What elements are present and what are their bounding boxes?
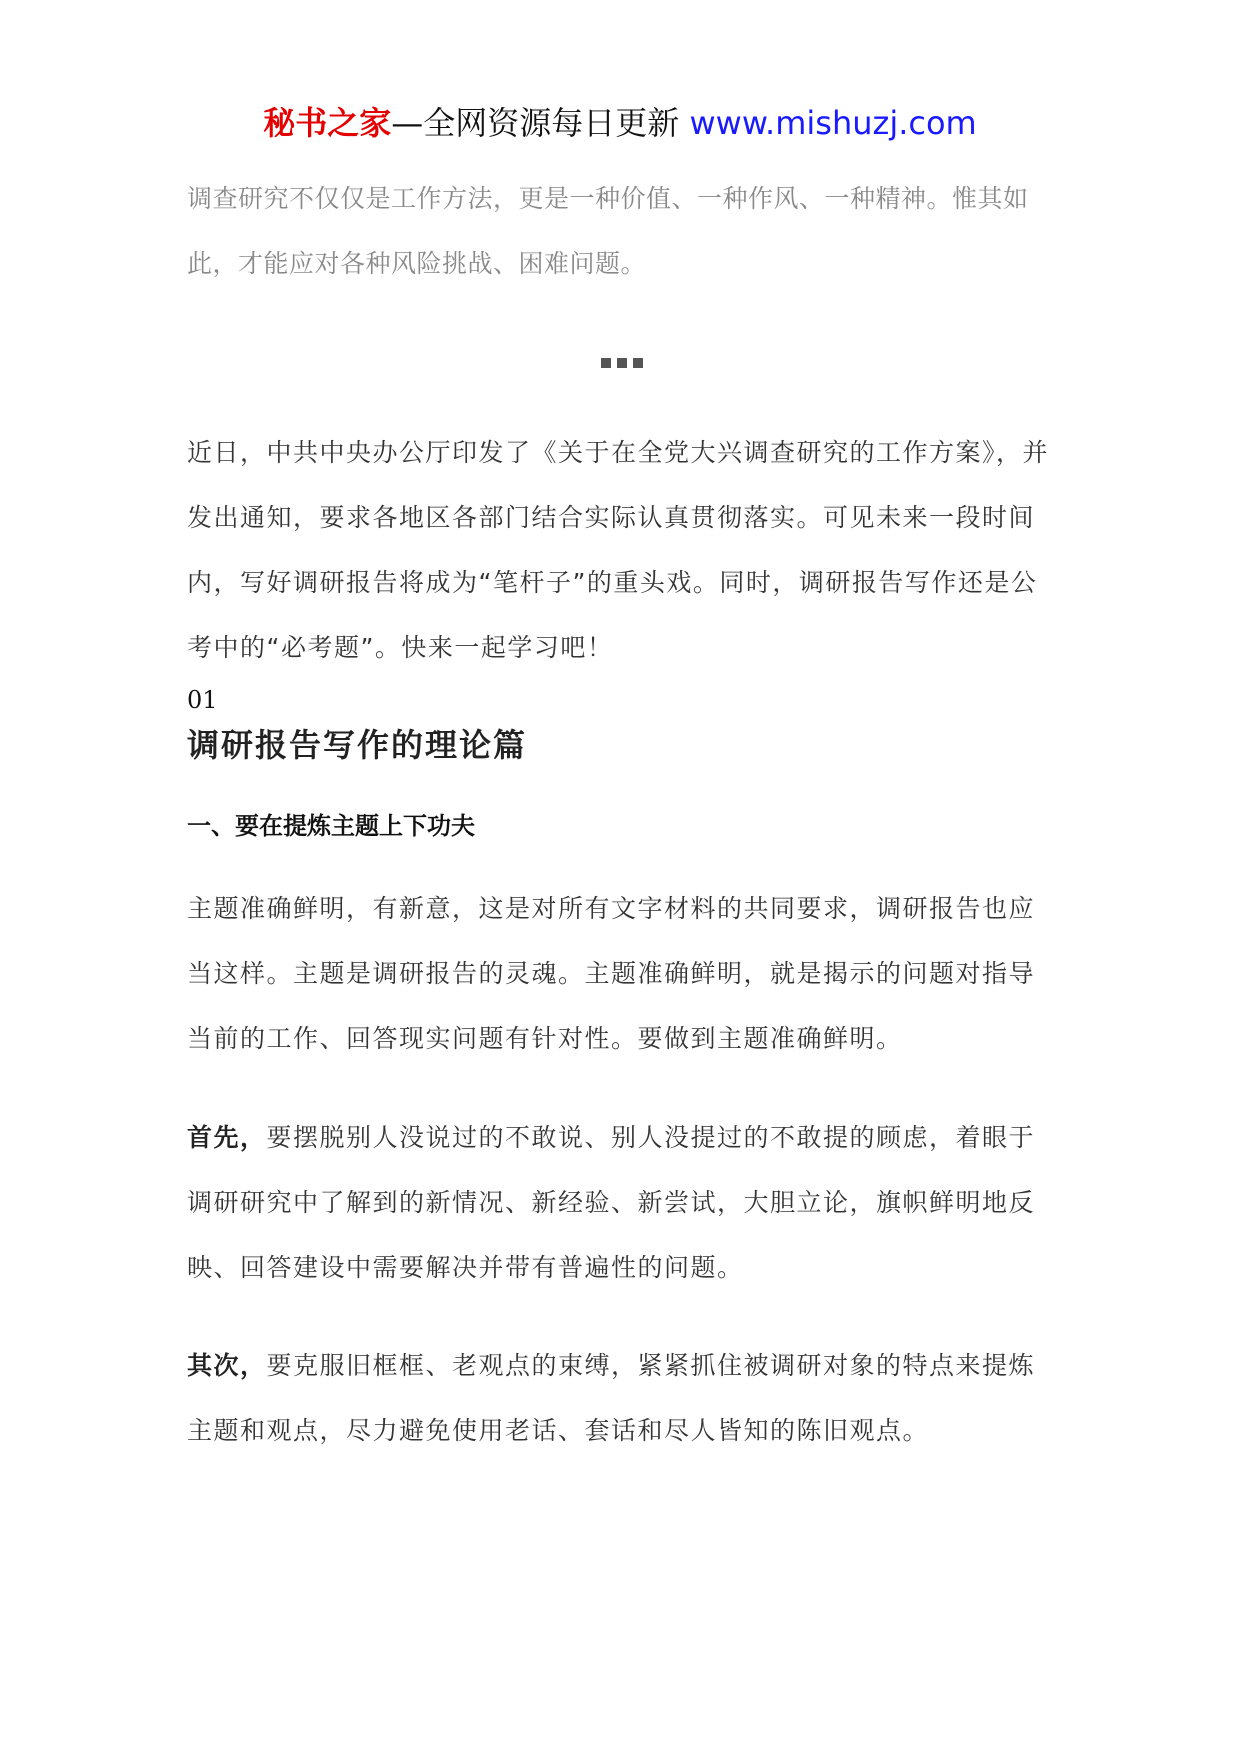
second-text: 要克服旧框框、老观点的束缚，紧紧抓住被调研对象的特点来提炼主题和观点，尽力避免使用老话、套话和尽人皆知的陈旧观点。: [187, 1351, 1036, 1445]
first-lead: 首先，: [187, 1123, 267, 1152]
news-paragraph: 近日，中共中央办公厅印发了《关于在全党大兴调查研究的工作方案》，并发出通知，要求各地区各部门结合实际认真贯彻落实。可见未来一段时间内，写好调研报告将成为“笔杆子”的重头戏。同时，调研报告写作还是公考中的“必考题”。快来一起学习吧！: [187, 438, 1050, 662]
theme-paragraph: 主题准确鲜明，有新意，这是对所有文字材料的共同要求，调研报告也应当这样。主题是调研报告的灵魂。主题准确鲜明，就是揭示的问题对指导当前的工作、回答现实问题有针对性。要做到主题准确鲜明。: [187, 894, 1036, 1053]
section-title: 调研报告写作的理论篇: [187, 726, 528, 764]
first-paragraph: [187, 1105, 1057, 1300]
second-lead: 其次，: [187, 1351, 267, 1380]
section-number: 01: [187, 686, 218, 714]
page-header: [0, 100, 1240, 146]
site-url-link[interactable]: www.mishuzj.com: [689, 104, 977, 142]
three-squares-divider-icon: [187, 358, 1057, 372]
first-text: 要摆脱别人没说过的不敢说、别人没提过的不敢提的顾虑，着眼于调研研究中了解到的新情况、新经验、新尝试，大胆立论，旗帜鲜明地反映、回答建设中需要解决并带有普遍性的问题。: [187, 1123, 1036, 1282]
intro-paragraph: 调查研究不仅仅是工作方法，更是一种价值、一种作风、一种精神。惟其如此，才能应对各种风险挑战、困难问题。: [187, 184, 1029, 278]
header-tagline: —全网资源每日更新: [391, 104, 690, 142]
brand-name: 秘书之家: [263, 104, 392, 142]
sub-heading: 一、要在提炼主题上下功夫: [187, 812, 475, 840]
second-paragraph: [187, 1333, 1057, 1463]
